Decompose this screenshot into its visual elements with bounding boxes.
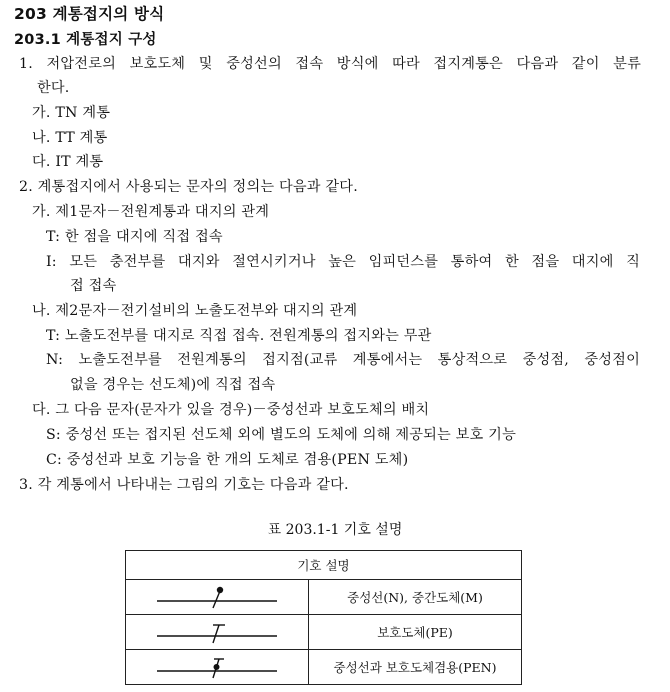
- section-number: 203: [14, 5, 47, 23]
- protective-conductor-symbol-icon: [155, 619, 279, 645]
- symbol-cell: [126, 650, 309, 685]
- item-3-text: 각 계통에서 나타내는 그림의 기호는 다음과 같다.: [37, 477, 349, 493]
- symbol-description: 보호도체(PE): [309, 615, 522, 650]
- item-1-sub-ga: 가. TN 계통: [32, 105, 111, 121]
- subsection-heading: [14, 31, 157, 49]
- table-header: 기호 설명: [126, 551, 522, 580]
- item-3: [19, 476, 349, 494]
- symbol-description: 중성선(N), 중간도체(M): [309, 580, 522, 615]
- definition-c: C: 중성선과 보호 기능을 한 개의 도체로 겸용(PEN 도체): [46, 452, 409, 468]
- item-1-sub-da: 다. IT 계통: [32, 154, 104, 170]
- subsection-title: 계통접지 구성: [66, 32, 157, 48]
- item-2-da: 다. 그 다음 문자(문자가 있을 경우)－중성선과 보호도체의 배치: [32, 402, 430, 418]
- symbol-table: [125, 550, 522, 685]
- section-heading: [14, 5, 164, 23]
- item-2: [19, 178, 358, 196]
- table-row: [126, 650, 522, 685]
- item-2-number: 2.: [19, 179, 33, 195]
- definition-n-second: N: 노출도전부를 전원계통의 접지점(교류 계통에서는 통상적으로 중성점, 중성점이: [46, 352, 640, 368]
- section-title: 계통접지의 방식: [52, 5, 165, 23]
- symbol-description: 중성선과 보호도체겸용(PEN): [309, 650, 522, 685]
- item-1: [19, 55, 641, 73]
- definition-t-first: T: 한 점을 대지에 직접 접속: [46, 229, 223, 245]
- symbol-cell: [126, 615, 309, 650]
- item-1-number: 1.: [19, 56, 33, 72]
- item-2-na: 나. 제2문자－전기설비의 노출도전부와 대지의 관계: [32, 303, 358, 319]
- item-1-sub-na: 나. TT 계통: [32, 130, 108, 146]
- definition-i-first: I: 모든 충전부를 대지와 절연시키거나 높은 임피던스를 통하여 한 점을 대지에 직: [46, 254, 640, 270]
- definition-s: S: 중성선 또는 접지된 선도체 외에 별도의 도체에 의해 제공되는 보호 기능: [46, 427, 516, 443]
- table-row: [126, 615, 522, 650]
- item-3-number: 3.: [19, 477, 33, 493]
- table-header-row: [126, 551, 522, 580]
- definition-i-continuation: 접 접속: [70, 278, 117, 294]
- definition-n-continuation: 없을 경우는 선도체)에 직접 접속: [70, 377, 276, 393]
- item-1-continuation: 한다.: [37, 80, 70, 96]
- definition-t-second: T: 노출도전부를 대지로 직접 접속. 전원계통의 접지와는 무관: [46, 328, 432, 344]
- pen-conductor-symbol-icon: [155, 654, 279, 680]
- subsection-number: 203.1: [14, 32, 61, 48]
- item-2-text: 계통접지에서 사용되는 문자의 정의는 다음과 같다.: [37, 179, 358, 195]
- neutral-conductor-symbol-icon: [155, 584, 279, 610]
- table-caption: 표 203.1-1 기호 설명: [267, 522, 403, 538]
- table-row: [126, 580, 522, 615]
- item-2-ga: 가. 제1문자－전원계통과 대지의 관계: [32, 204, 270, 220]
- symbol-cell: [126, 580, 309, 615]
- item-1-text: 저압전로의 보호도체 및 중성선의 접속 방식에 따라 접지계통은 다음과 같이 분류: [46, 56, 641, 72]
